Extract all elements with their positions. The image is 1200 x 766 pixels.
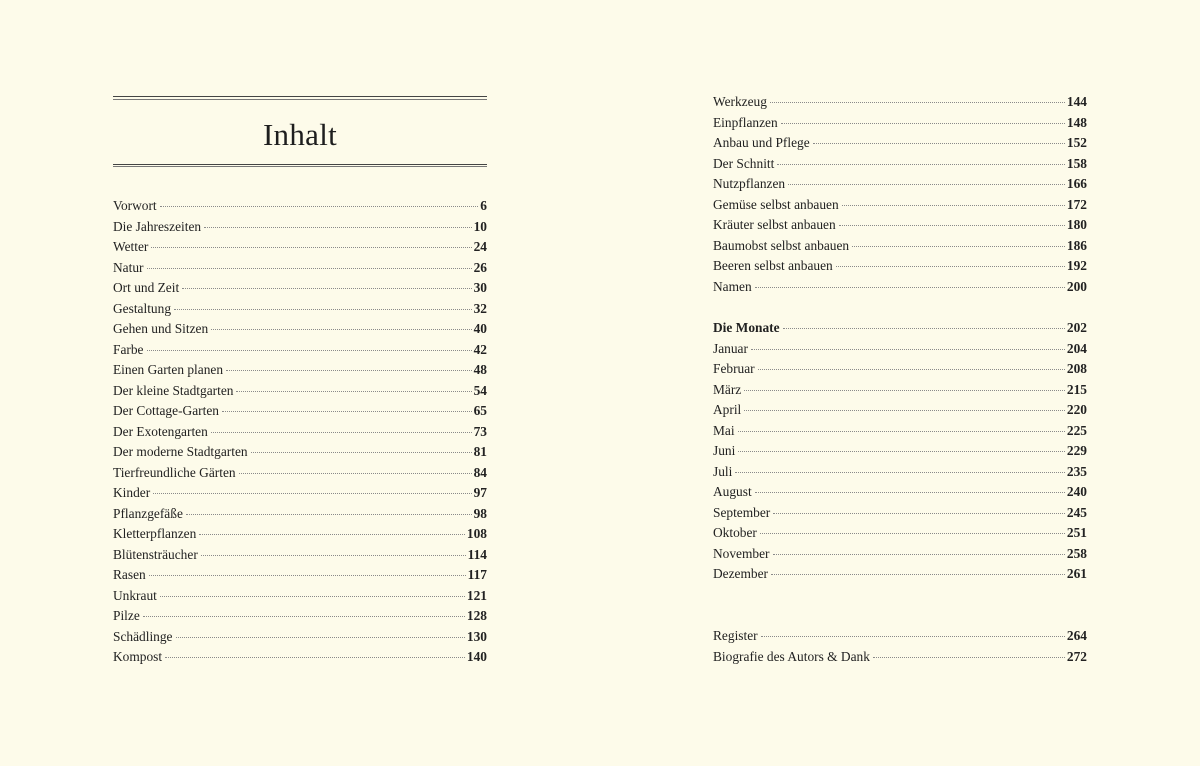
toc-entry-page-number: 108 xyxy=(466,526,487,541)
toc-entry[interactable] xyxy=(113,217,487,238)
toc-entry-title: Einen Garten planen xyxy=(113,362,224,377)
toc-entry[interactable] xyxy=(713,482,1087,503)
toc-entry[interactable] xyxy=(713,133,1087,154)
toc-entry-title: Mai xyxy=(713,422,735,438)
toc-entry-page-number: 264 xyxy=(1066,628,1087,643)
dot-leader xyxy=(143,616,465,617)
toc-entry-title: Der Schnitt xyxy=(713,155,775,171)
toc-entry[interactable] xyxy=(113,442,487,463)
toc-entry-title: Die Monate xyxy=(713,320,780,335)
dot-leader xyxy=(744,390,1065,391)
toc-entry-page-number: 240 xyxy=(1066,484,1087,499)
toc-entry-title: Kräuter selbst anbauen xyxy=(713,217,836,232)
dot-leader xyxy=(151,247,471,248)
dot-leader xyxy=(813,143,1065,144)
toc-entry[interactable] xyxy=(713,400,1087,421)
dot-leader xyxy=(744,410,1065,411)
toc-entry-page-number: 114 xyxy=(467,546,487,562)
toc-entry-title: Gehen und Sitzen xyxy=(113,321,209,336)
dot-leader xyxy=(852,246,1065,247)
toc-entry-page-number: 258 xyxy=(1066,545,1087,561)
toc-entry-title: Nutzpflanzen xyxy=(713,176,786,191)
dot-leader xyxy=(201,555,466,556)
toc-entry-title: Kletterpflanzen xyxy=(113,526,197,541)
toc-entry-title: Tierfreundliche Gärten xyxy=(113,464,236,480)
toc-entry[interactable] xyxy=(713,359,1087,380)
toc-entry-title: Einpflanzen xyxy=(713,114,778,130)
dot-leader xyxy=(153,493,471,494)
toc-entry-page-number: 220 xyxy=(1066,402,1087,417)
toc-entry[interactable] xyxy=(713,92,1087,113)
toc-entry[interactable] xyxy=(713,523,1087,544)
toc-entry-page-number: 204 xyxy=(1066,340,1087,356)
dot-leader xyxy=(239,473,472,474)
toc-entry[interactable] xyxy=(713,441,1087,462)
dot-leader xyxy=(783,328,1065,329)
toc-entry-title: Kinder xyxy=(113,485,151,500)
toc-entry-title: Oktober xyxy=(713,525,757,540)
toc-entry-page-number: 251 xyxy=(1066,525,1087,540)
dot-leader xyxy=(777,164,1065,165)
toc-entry-page-number: 208 xyxy=(1066,361,1087,376)
toc-entry-title: Dezember xyxy=(713,566,769,581)
toc-entry[interactable] xyxy=(113,606,487,627)
toc-entry-page-number: 130 xyxy=(466,628,487,644)
toc-entry[interactable] xyxy=(713,277,1087,298)
toc-entry-page-number: 117 xyxy=(467,567,487,582)
dot-leader xyxy=(174,309,472,310)
toc-list-months xyxy=(713,318,1087,585)
dot-leader xyxy=(751,349,1065,350)
dot-leader xyxy=(773,554,1065,555)
toc-entry[interactable] xyxy=(713,236,1087,257)
toc-entry[interactable] xyxy=(713,626,1087,647)
page-title: Inhalt xyxy=(262,116,338,152)
toc-entry[interactable] xyxy=(113,258,487,279)
toc-entry[interactable] xyxy=(113,545,487,566)
dot-leader xyxy=(147,268,472,269)
dot-leader xyxy=(211,432,472,433)
toc-entry[interactable] xyxy=(113,647,487,668)
toc-entry-page-number: 26 xyxy=(473,259,487,275)
toc-entry-title: Rasen xyxy=(113,567,146,582)
toc-entry-title: Juli xyxy=(713,463,733,479)
toc-entry-title: Der Cottage-Garten xyxy=(113,403,219,418)
toc-entry-page-number: 84 xyxy=(473,464,487,480)
toc-entry-title: Natur xyxy=(113,259,144,275)
toc-entry[interactable] xyxy=(113,237,487,258)
toc-entry-title: Blütensträucher xyxy=(113,546,198,562)
toc-entry[interactable] xyxy=(113,340,487,361)
toc-entry-page-number: 235 xyxy=(1066,463,1087,479)
toc-entry-page-number: 225 xyxy=(1066,422,1087,438)
toc-entry[interactable] xyxy=(713,380,1087,401)
toc-entry[interactable] xyxy=(113,422,487,443)
dot-leader xyxy=(738,451,1065,452)
dot-leader xyxy=(873,657,1065,658)
toc-entry-page-number: 245 xyxy=(1066,504,1087,520)
dot-leader xyxy=(773,513,1065,514)
dot-leader xyxy=(251,452,472,453)
toc-entry-title: April xyxy=(713,402,742,417)
toc-entry[interactable] xyxy=(713,318,1087,339)
toc-entry[interactable] xyxy=(113,483,487,504)
toc-entry[interactable] xyxy=(713,544,1087,565)
toc-entry-title: Farbe xyxy=(113,341,144,357)
dot-leader xyxy=(839,225,1065,226)
toc-entry-page-number: 229 xyxy=(1066,443,1087,458)
toc-entry-page-number: 272 xyxy=(1066,648,1087,664)
toc-entry[interactable] xyxy=(113,278,487,299)
dot-leader xyxy=(771,574,1065,575)
toc-entry-title: Vorwort xyxy=(113,198,157,213)
dot-leader xyxy=(204,227,471,228)
toc-entry[interactable] xyxy=(113,463,487,484)
toc-entry[interactable] xyxy=(713,647,1087,668)
toc-entry[interactable] xyxy=(713,421,1087,442)
toc-entry-page-number: 73 xyxy=(473,423,487,439)
toc-entry[interactable] xyxy=(113,401,487,422)
dot-leader xyxy=(160,206,479,207)
toc-entry[interactable] xyxy=(713,215,1087,236)
dot-leader xyxy=(176,637,465,638)
toc-entry-title: Der Exotengarten xyxy=(113,423,208,439)
toc-entry-page-number: 158 xyxy=(1066,155,1087,171)
dot-leader xyxy=(147,350,472,351)
toc-entry-title: Pflanzgefäße xyxy=(113,505,183,521)
toc-entry-page-number: 180 xyxy=(1066,217,1087,232)
toc-entry-title: Unkraut xyxy=(113,587,157,603)
toc-entry[interactable] xyxy=(113,504,487,525)
toc-entry-page-number: 65 xyxy=(473,403,487,418)
toc-entry[interactable] xyxy=(713,154,1087,175)
toc-entry[interactable] xyxy=(113,524,487,545)
toc-entry[interactable] xyxy=(113,586,487,607)
toc-entry-page-number: 54 xyxy=(473,382,487,398)
toc-entry[interactable] xyxy=(713,564,1087,585)
toc-entry-page-number: 97 xyxy=(473,485,487,500)
toc-entry[interactable] xyxy=(713,503,1087,524)
dot-leader xyxy=(781,123,1065,124)
dot-leader xyxy=(236,391,471,392)
toc-entry[interactable] xyxy=(113,565,487,586)
right-page xyxy=(600,0,1200,766)
toc-entry-title: August xyxy=(713,484,752,499)
dot-leader xyxy=(755,287,1065,288)
dot-leader xyxy=(149,575,466,576)
toc-entry-title: Februar xyxy=(713,361,755,376)
toc-entry-title: November xyxy=(713,545,770,561)
dot-leader xyxy=(211,329,471,330)
toc-entry-page-number: 121 xyxy=(466,587,487,603)
toc-entry-page-number: 140 xyxy=(466,649,487,664)
toc-entry-title: Die Jahreszeiten xyxy=(113,218,202,234)
dot-leader xyxy=(226,370,472,371)
toc-entry-page-number: 152 xyxy=(1066,135,1087,150)
toc-entry-page-number: 128 xyxy=(466,608,487,623)
toc-entry-title: Gestaltung xyxy=(113,300,172,316)
toc-entry-title: Beeren selbst anbauen xyxy=(713,258,833,273)
toc-list-right-top xyxy=(713,92,1087,297)
dot-leader xyxy=(842,205,1065,206)
toc-entry-page-number: 6 xyxy=(480,198,487,213)
toc-entry-title: Pilze xyxy=(113,608,140,623)
toc-entry-title: Register xyxy=(713,628,758,643)
dot-leader xyxy=(760,533,1065,534)
toc-entry-page-number: 192 xyxy=(1066,258,1087,273)
dot-leader xyxy=(761,636,1065,637)
toc-entry-title: Gemüse selbst anbauen xyxy=(713,196,839,212)
toc-entry[interactable] xyxy=(113,360,487,381)
dot-leader xyxy=(738,431,1065,432)
toc-entry[interactable] xyxy=(113,299,487,320)
dot-leader xyxy=(165,657,465,658)
toc-entry-title: September xyxy=(713,504,771,520)
toc-entry[interactable] xyxy=(713,174,1087,195)
toc-entry-page-number: 40 xyxy=(473,321,487,336)
dot-leader xyxy=(735,472,1065,473)
toc-entry-page-number: 30 xyxy=(473,280,487,295)
toc-entry-title: Namen xyxy=(713,278,752,294)
toc-entry-page-number: 48 xyxy=(473,362,487,377)
toc-entry-title: Der kleine Stadtgarten xyxy=(113,382,234,398)
toc-list-left xyxy=(113,196,487,668)
toc-entry-title: Baumobst selbst anbauen xyxy=(713,237,850,253)
toc-entry-title: Wetter xyxy=(113,239,149,254)
toc-entry-page-number: 261 xyxy=(1066,566,1087,581)
toc-entry[interactable] xyxy=(113,319,487,340)
toc-list-appendix xyxy=(713,626,1087,667)
toc-entry-page-number: 98 xyxy=(473,505,487,521)
toc-entry-page-number: 172 xyxy=(1066,196,1087,212)
toc-entry-page-number: 202 xyxy=(1066,320,1087,335)
dot-leader xyxy=(788,184,1065,185)
toc-entry[interactable] xyxy=(713,195,1087,216)
toc-entry-title: Biografie des Autors & Dank xyxy=(713,648,870,664)
toc-header xyxy=(113,96,487,167)
toc-entry[interactable] xyxy=(113,381,487,402)
toc-entry-title: März xyxy=(713,381,742,397)
dot-leader xyxy=(755,492,1065,493)
toc-entry[interactable] xyxy=(113,196,487,217)
dot-leader xyxy=(182,288,471,289)
toc-entry-title: Anbau und Pflege xyxy=(713,135,810,150)
dot-leader xyxy=(758,369,1065,370)
toc-entry-title: Werkzeug xyxy=(713,94,767,109)
dot-leader xyxy=(199,534,465,535)
toc-entry-page-number: 32 xyxy=(473,300,487,316)
toc-entry-title: Der moderne Stadtgarten xyxy=(113,444,248,459)
toc-entry-title: Schädlinge xyxy=(113,628,173,644)
dot-leader xyxy=(186,514,472,515)
dot-leader xyxy=(160,596,465,597)
toc-entry-title: Ort und Zeit xyxy=(113,280,180,295)
toc-entry-page-number: 42 xyxy=(473,341,487,357)
toc-entry-page-number: 148 xyxy=(1066,114,1087,130)
bottom-double-rule xyxy=(113,164,487,168)
toc-entry-page-number: 200 xyxy=(1066,278,1087,294)
toc-entry[interactable] xyxy=(713,256,1087,277)
toc-entry[interactable] xyxy=(713,462,1087,483)
toc-entry[interactable] xyxy=(113,627,487,648)
toc-entry-page-number: 144 xyxy=(1066,94,1087,109)
toc-entry-title: Januar xyxy=(713,340,748,356)
toc-entry-page-number: 215 xyxy=(1066,381,1087,397)
toc-entry-page-number: 81 xyxy=(473,444,487,459)
toc-entry-title: Juni xyxy=(713,443,736,458)
toc-entry-page-number: 24 xyxy=(473,239,487,254)
toc-entry-title: Kompost xyxy=(113,649,163,664)
toc-entry[interactable] xyxy=(713,339,1087,360)
dot-leader xyxy=(770,102,1065,103)
toc-entry-page-number: 10 xyxy=(473,218,487,234)
toc-entry[interactable] xyxy=(713,113,1087,134)
toc-entry-page-number: 186 xyxy=(1066,237,1087,253)
toc-entry-page-number: 166 xyxy=(1066,176,1087,191)
dot-leader xyxy=(222,411,472,412)
dot-leader xyxy=(836,266,1065,267)
